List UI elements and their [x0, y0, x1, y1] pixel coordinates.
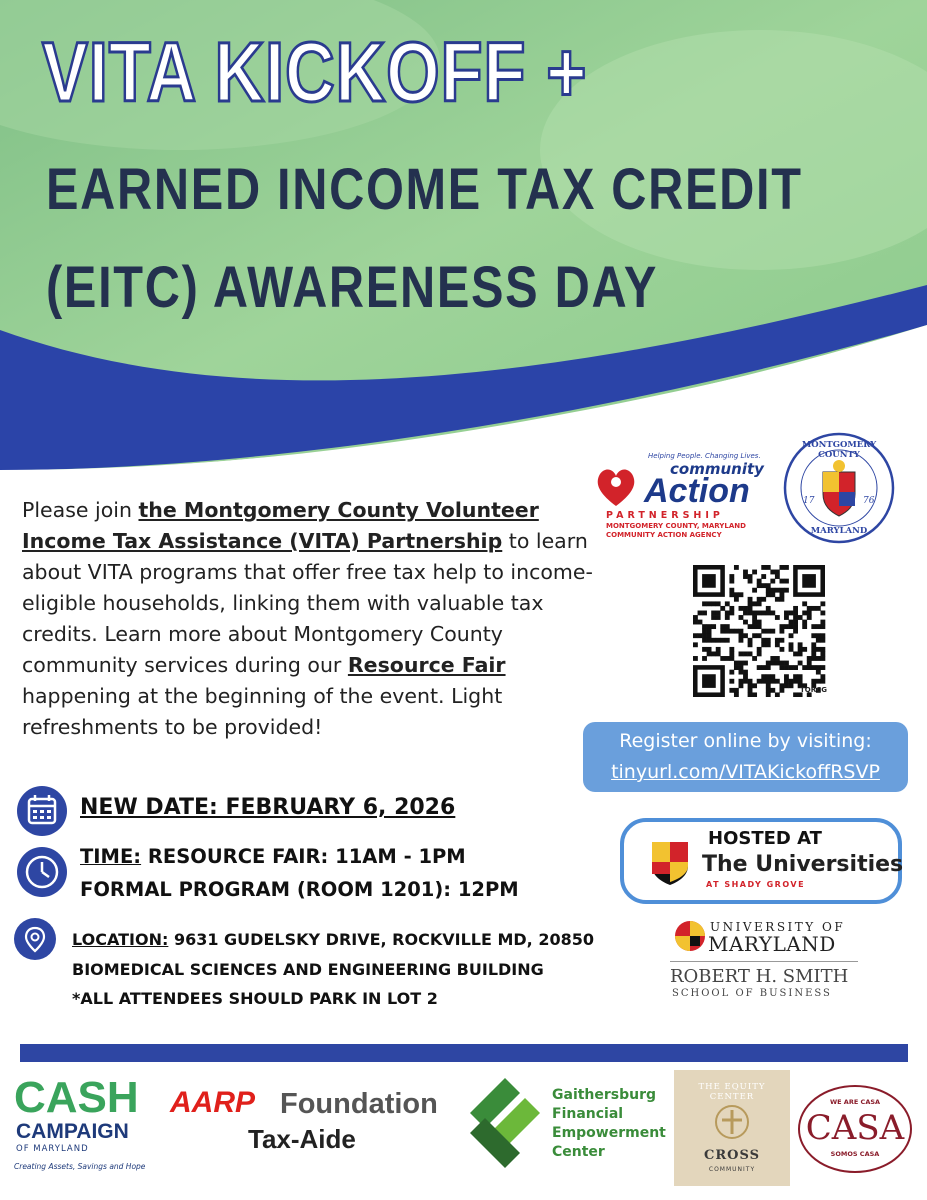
calendar-icon	[17, 786, 67, 836]
location-address: 9631 GUDELSKY DRIVE, ROCKVILLE MD, 20850	[168, 930, 594, 949]
event-location-line-2: BIOMEDICAL SCIENCES AND ENGINEERING BUILDING	[72, 960, 544, 979]
hosted-label: HOSTED AT	[708, 828, 822, 849]
register-box	[583, 722, 908, 792]
gfec-line-3: Empowerment	[552, 1125, 666, 1141]
gfec-line-2: Financial	[552, 1106, 624, 1122]
location-pin-icon	[14, 918, 56, 960]
umd-line-3: ROBERT H. SMITH	[670, 966, 849, 987]
qr-code[interactable]	[693, 565, 828, 697]
intro-text-c: happening at the beginning of the event. Light refreshments to be provided!	[22, 684, 503, 739]
event-location-line-3: *ALL ATTENDEES SHOULD PARK IN LOT 2	[72, 989, 438, 1008]
foundation-word: Foundation	[280, 1088, 438, 1120]
umd-logo	[670, 918, 862, 1004]
hosted-name: The Universities	[702, 852, 904, 877]
title-line-3: (EITC) AWARENESS DAY	[46, 255, 659, 320]
cross-icon	[712, 1102, 752, 1142]
umd-line-2: MARYLAND	[708, 932, 836, 956]
montgomery-county-seal	[783, 432, 895, 544]
community-action-logo	[592, 452, 767, 540]
gfec-icon	[460, 1068, 550, 1178]
intro-text-a: Please join	[22, 498, 139, 522]
title-line-1: VITA KICKOFF +	[42, 25, 588, 119]
event-date: NEW DATE: FEBRUARY 6, 2026	[80, 795, 456, 820]
equity-center-logo	[674, 1070, 790, 1186]
casa-top: WE ARE CASA	[829, 1098, 881, 1106]
cash-tagline: Creating Assets, Savings and Hope	[14, 1162, 146, 1171]
ca-tagline: Helping People. Changing Lives.	[648, 452, 761, 460]
cash-campaign-logo	[14, 1073, 164, 1176]
casa-word: CASA	[805, 1108, 905, 1148]
intro-text-b: to learn about VITA programs that offer free tax help to income-eligible households, linking them with valuable tax credits. Learn more about Montgomery County community services during our	[22, 529, 593, 677]
heart-hands-icon	[592, 462, 640, 510]
umd-divider	[670, 961, 858, 962]
seal-year-right: 76	[863, 496, 875, 506]
ca-word-community: community	[670, 460, 764, 478]
umd-globe-icon	[674, 920, 706, 952]
aarp-word: AARP	[170, 1086, 256, 1119]
event-time-line-1	[80, 845, 466, 868]
gfec-text	[552, 1086, 666, 1162]
event-location-line-1	[72, 930, 594, 949]
ca-sub-1: MONTGOMERY COUNTY, MARYLAND	[606, 522, 746, 530]
seal-text-top: MONTGOMERY COUNTY	[801, 440, 877, 460]
title-line-2: EARNED INCOME TAX CREDIT	[46, 157, 803, 222]
hosted-sub: AT SHADY GROVE	[706, 880, 806, 889]
seal-year-left: 17	[803, 496, 815, 506]
gfec-line-1: Gaithersburg	[552, 1087, 657, 1103]
event-time-line-2: FORMAL PROGRAM (ROOM 1201): 12PM	[80, 878, 519, 901]
casa-logo	[796, 1084, 914, 1174]
aarp-foundation-logo	[170, 1086, 470, 1156]
of-maryland: OF MARYLAND	[16, 1144, 89, 1154]
equity-line-1: THE EQUITY CENTER	[698, 1082, 766, 1102]
hosted-at-box	[620, 818, 902, 904]
campaign-word: CAMPAIGN	[16, 1120, 129, 1143]
intro-paragraph	[22, 495, 597, 743]
umd-line-1: UNIVERSITY OF	[710, 920, 846, 934]
qr-caption: TQRCG	[800, 686, 827, 694]
partnership-link[interactable]: the Montgomery County Volunteer Income Tax Assistance (VITA) Partnership	[22, 498, 539, 553]
ca-word-partnership: PARTNERSHIP	[606, 510, 724, 521]
umd-line-4: SCHOOL OF BUSINESS	[672, 988, 832, 999]
gfec-line-4: Center	[552, 1144, 605, 1160]
register-label: Register online by visiting:	[619, 730, 872, 752]
seal-text-bottom: MARYLAND	[810, 526, 868, 536]
cash-word: CASH	[14, 1073, 139, 1122]
ca-sub-2: COMMUNITY ACTION AGENCY	[606, 531, 722, 539]
equity-line-3: COMMUNITY	[708, 1166, 756, 1173]
time-label: TIME:	[80, 845, 142, 868]
location-label: LOCATION:	[72, 930, 169, 949]
register-link[interactable]: tinyurl.com/VITAKickoffRSVP	[611, 761, 880, 783]
resource-fair-link[interactable]: Resource Fair	[347, 653, 506, 677]
clock-icon	[17, 847, 67, 897]
time-resource-fair: RESOURCE FAIR: 11AM - 1PM	[141, 845, 466, 868]
casa-bottom: SOMOS CASA	[830, 1150, 880, 1158]
usg-shield-icon	[650, 840, 690, 886]
equity-line-2: CROSS	[704, 1148, 760, 1163]
ca-word-action: Action	[644, 472, 750, 510]
tax-aide-word: Tax-Aide	[248, 1124, 356, 1154]
sponsor-divider-bar	[20, 1044, 908, 1062]
